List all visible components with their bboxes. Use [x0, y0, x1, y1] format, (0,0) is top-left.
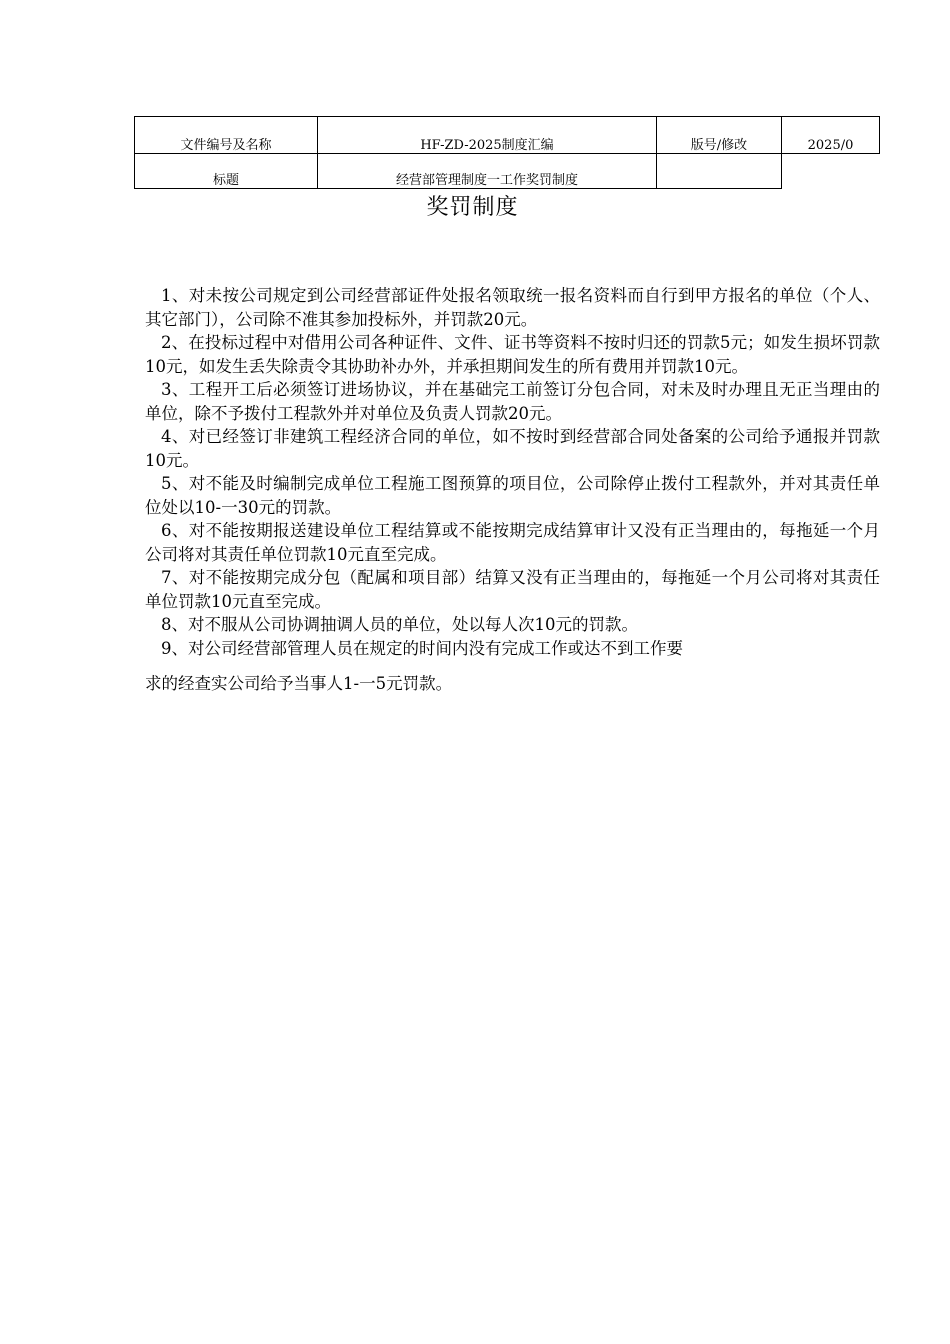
paragraph-1: 1、对未按公司规定到公司经营部证件处报名领取统一报名资料而自行到甲方报名的单位（个人、其它部门），公司除不准其参加投标外，并罚款20元。	[145, 286, 880, 329]
document-body	[145, 284, 880, 696]
paragraph-2: 2、在投标过程中对借用公司各种证件、文件、证书等资料不按时归还的罚款5元；如发生损坏罚款10元，如发生丢失除责令其协助补办外，并承担期间发生的所有费用并罚款10元。	[145, 333, 880, 376]
paragraph-6: 6、对不能按期报送建设单位工程结算或不能按期完成结算审计又没有正当理由的，每拖延一个月公司将对其责任单位罚款10元直至完成。	[145, 521, 880, 564]
paragraph-3: 3、工程开工后必须签订进场协议，并在基础完工前签订分包合同，对未及时办理且无正当理由的单位，除不予拨付工程款外并对单位及负责人罚款20元。	[145, 380, 880, 423]
document-header-table	[134, 116, 880, 189]
doc-number-label: 文件编号及名称	[135, 117, 318, 154]
paragraph-8: 8、对不服从公司协调抽调人员的单位，处以每人次10元的罚款。	[161, 615, 638, 634]
paragraph-9: 9、对公司经营部管理人员在规定的时间内没有完成工作或达不到工作要	[161, 638, 683, 658]
paragraph-5: 5、对不能及时编制完成单位工程施工图预算的项目位，公司除停止拨付工程款外，并对其责任单位处以10-一30元的罚款。	[145, 474, 880, 517]
page-title: 奖罚制度	[426, 195, 519, 220]
doc-number-value: HF-ZD-2025制度汇编	[318, 117, 657, 154]
version-label: 版号/修改	[657, 117, 782, 154]
title-label: 标题	[135, 154, 318, 189]
version-value: 2025/0	[782, 117, 880, 154]
paragraph-4: 4、对已经签订非建筑工程经济合同的单位，如不按时到经营部合同处备案的公司给予通报并罚款10元。	[145, 427, 880, 470]
empty-cell	[782, 154, 880, 189]
blank-cell	[657, 154, 782, 189]
paragraph-7: 7、对不能按期完成分包（配属和项目部）结算又没有正当理由的，每拖延一个月公司将对其责任单位罚款10元直至完成。	[145, 568, 880, 611]
paragraph-9-continuation: 求的经查实公司给予当事人1-一5元罚款。	[145, 674, 453, 693]
title-value: 经营部管理制度一工作奖罚制度	[318, 154, 657, 189]
